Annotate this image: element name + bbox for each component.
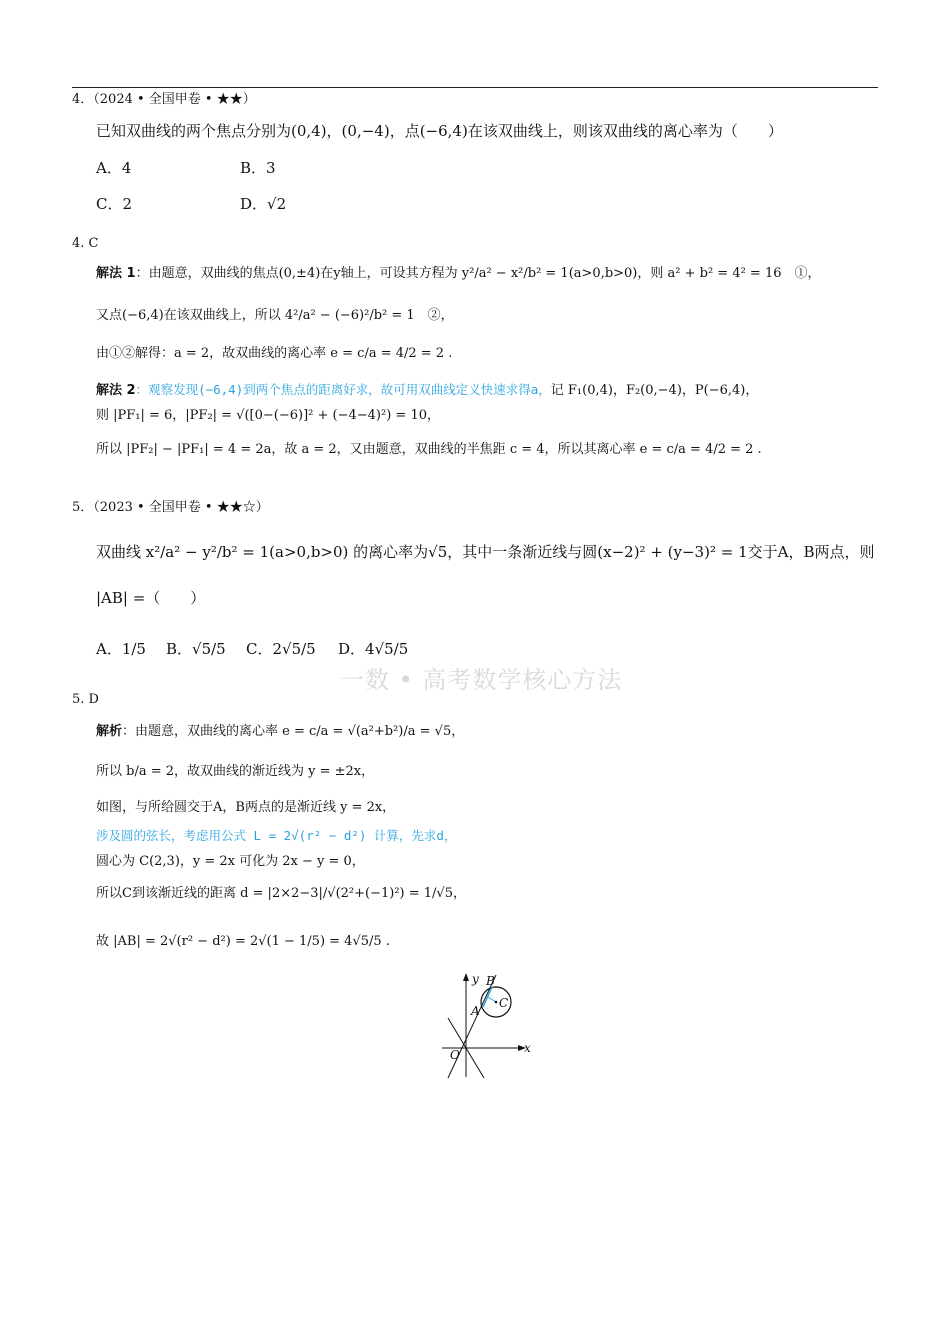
- q4-option-c: C．2: [96, 195, 133, 213]
- point-c-label: C: [499, 996, 509, 1010]
- q4-option-d: D．√2: [240, 195, 287, 213]
- distance-segment: [488, 997, 496, 1002]
- watermark: 一数 • 高考数学核心方法: [340, 666, 623, 694]
- asymptote-positive: [448, 975, 496, 1078]
- origin-label: O: [450, 1048, 460, 1062]
- a4-method1-line2: 又点(−6,4)在该双曲线上，所以 4²/a² − (−6)²/b² = 1 ②，: [96, 308, 454, 323]
- a5-label: 5. D: [72, 692, 99, 707]
- a5-line2: 所以 b/a = 2，故双曲线的渐近线为 y = ±2x，: [96, 764, 375, 779]
- a4-method1-line3: 由①②解得：a = 2，故双曲线的离心率 e = c/a = 4/2 = 2 .: [96, 346, 453, 361]
- q4-stem: 已知双曲线的两个焦点分别为(0,4)，(0,−4)，点(−6,4)在该双曲线上，则该双曲线的离心率为（ ）: [96, 122, 783, 140]
- q5-option-a: A．1/5: [96, 640, 146, 658]
- a5-line6: 故 |AB| = 2√(r² − d²) = 2√(1 − 1/5) = 4√5/5 .: [96, 934, 390, 949]
- center-c-point: [495, 1001, 498, 1004]
- a5-line4: 圆心为 C(2,3)，y = 2x 可化为 2x − y = 0，: [96, 854, 365, 869]
- y-axis-arrow: [463, 973, 469, 981]
- q5-header: 5．（2023 • 全国甲卷 • ★★☆）: [72, 500, 269, 515]
- a5-line5: 所以C到该渐近线的距离 d = |2×2−3|/√(2²+(−1)²) = 1/√5，: [96, 886, 466, 901]
- a5-line1: 解析：由题意，双曲线的离心率 e = c/a = √(a²+b²)/a = √5，: [96, 724, 465, 739]
- point-b-label: B: [486, 974, 495, 988]
- a5-hint: 涉及圆的弦长，考虑用公式 L = 2√(r² − d²) 计算，先求d，: [96, 828, 457, 843]
- a4-method2-line1: 解法 2：观察发现(−6,4)到两个焦点的距离好求，故可用双曲线定义快速求得a，记 F₁(0,4)，F₂(0,−4)，P(−6,4)，: [96, 382, 759, 398]
- q5-option-c: C．2√5/5: [246, 640, 316, 658]
- a4-method2-tag: 解法 2: [96, 383, 136, 398]
- q5-stem-line2: |AB| =（ ）: [96, 589, 206, 607]
- q4-header: 4．（2024 • 全国甲卷 • ★★）: [72, 92, 256, 107]
- a4-method2-line2: 则 |PF₁| = 6，|PF₂| = √([0−(−6)]² + (−4−4)²) = 10，: [96, 408, 440, 423]
- q5-stem-line1: 双曲线 x²/a² − y²/b² = 1(a>0,b>0) 的离心率为√5，其中一条渐近线与圆(x−2)² + (y−3)² = 1交于A，B两点，则: [96, 543, 875, 561]
- a4-method1-line1: 解法 1：由题意，双曲线的焦点(0,±4)在y轴上，可设其方程为 y²/a² − x²/b² = 1(a>0,b>0)，则 a² + b² = 4² = 16 ①，: [96, 266, 821, 281]
- point-a-label: A: [471, 1004, 480, 1018]
- x-axis-label: x: [524, 1041, 531, 1055]
- a5-line3: 如图，与所给圆交于A，B两点的是渐近线 y = 2x，: [96, 800, 396, 815]
- a4-label: 4. C: [72, 236, 99, 251]
- y-axis-label: y: [472, 972, 479, 986]
- asymptote-circle-figure: [430, 965, 540, 1083]
- q5-option-d: D．4√5/5: [338, 640, 409, 658]
- q5-option-b: B．√5/5: [166, 640, 226, 658]
- a4-method2-line3: 所以 |PF₂| − |PF₁| = 4 = 2a，故 a = 2，又由题意，双曲线的半焦距 c = 4，所以其离心率 e = c/a = 4/2 = 2 .: [96, 442, 762, 457]
- q4-option-b: B．3: [240, 159, 276, 177]
- q4-option-a: A．4: [96, 159, 132, 177]
- a5-tag: 解析: [96, 724, 123, 739]
- a4-method1-tag: 解法 1: [96, 266, 136, 281]
- top-rule: [72, 87, 878, 88]
- a4-method2-hint: ：观察发现(−6,4)到两个焦点的距离好求，故可用双曲线定义快速求得a，: [135, 382, 551, 397]
